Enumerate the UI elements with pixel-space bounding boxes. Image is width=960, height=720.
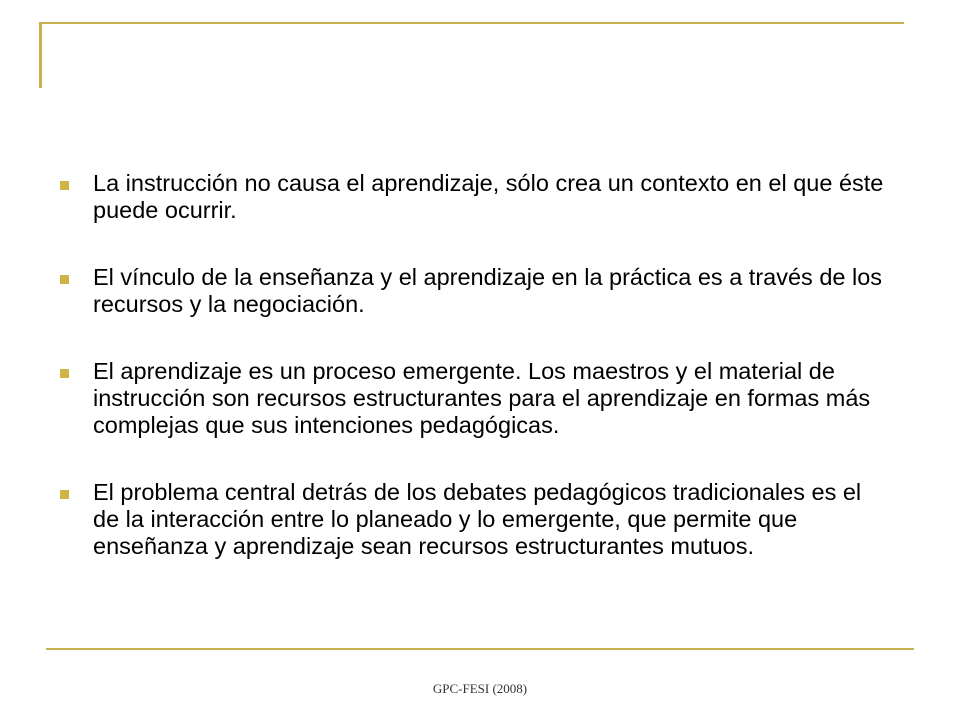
bullet-item-2 bbox=[60, 264, 890, 318]
frame-top-line bbox=[39, 22, 904, 24]
square-bullet-icon bbox=[60, 275, 69, 284]
bullet-item-1 bbox=[60, 170, 890, 224]
footer-credit: GPC-FESI (2008) bbox=[432, 681, 528, 696]
square-bullet-icon bbox=[60, 181, 69, 190]
frame-bottom-line bbox=[46, 648, 914, 650]
bullet-text-1: La instrucción no causa el aprendizaje, sólo crea un contexto en el que éste puede ocurrir. bbox=[93, 170, 884, 223]
square-bullet-icon bbox=[60, 490, 69, 499]
bullet-text-3: El aprendizaje es un proceso emergente. Los maestros y el material de instrucción son recursos estructurantes para el aprendizaje en formas más complejas que sus intenciones pedagógicas. bbox=[93, 358, 871, 438]
bullet-list bbox=[60, 170, 890, 560]
bullet-item-4 bbox=[60, 479, 890, 560]
bullet-text-4: El problema central detrás de los debates pedagógicos tradicionales es el de la interacción entre lo planeado y lo emergente, que permite que enseñanza y aprendizaje sean recursos estructurantes mutuos. bbox=[93, 479, 862, 559]
square-bullet-icon bbox=[60, 369, 69, 378]
bullet-item-3 bbox=[60, 358, 890, 439]
bullet-text-2: El vínculo de la enseñanza y el aprendizaje en la práctica es a través de los recursos y la negociación. bbox=[93, 264, 883, 317]
frame-left-line bbox=[39, 22, 42, 88]
